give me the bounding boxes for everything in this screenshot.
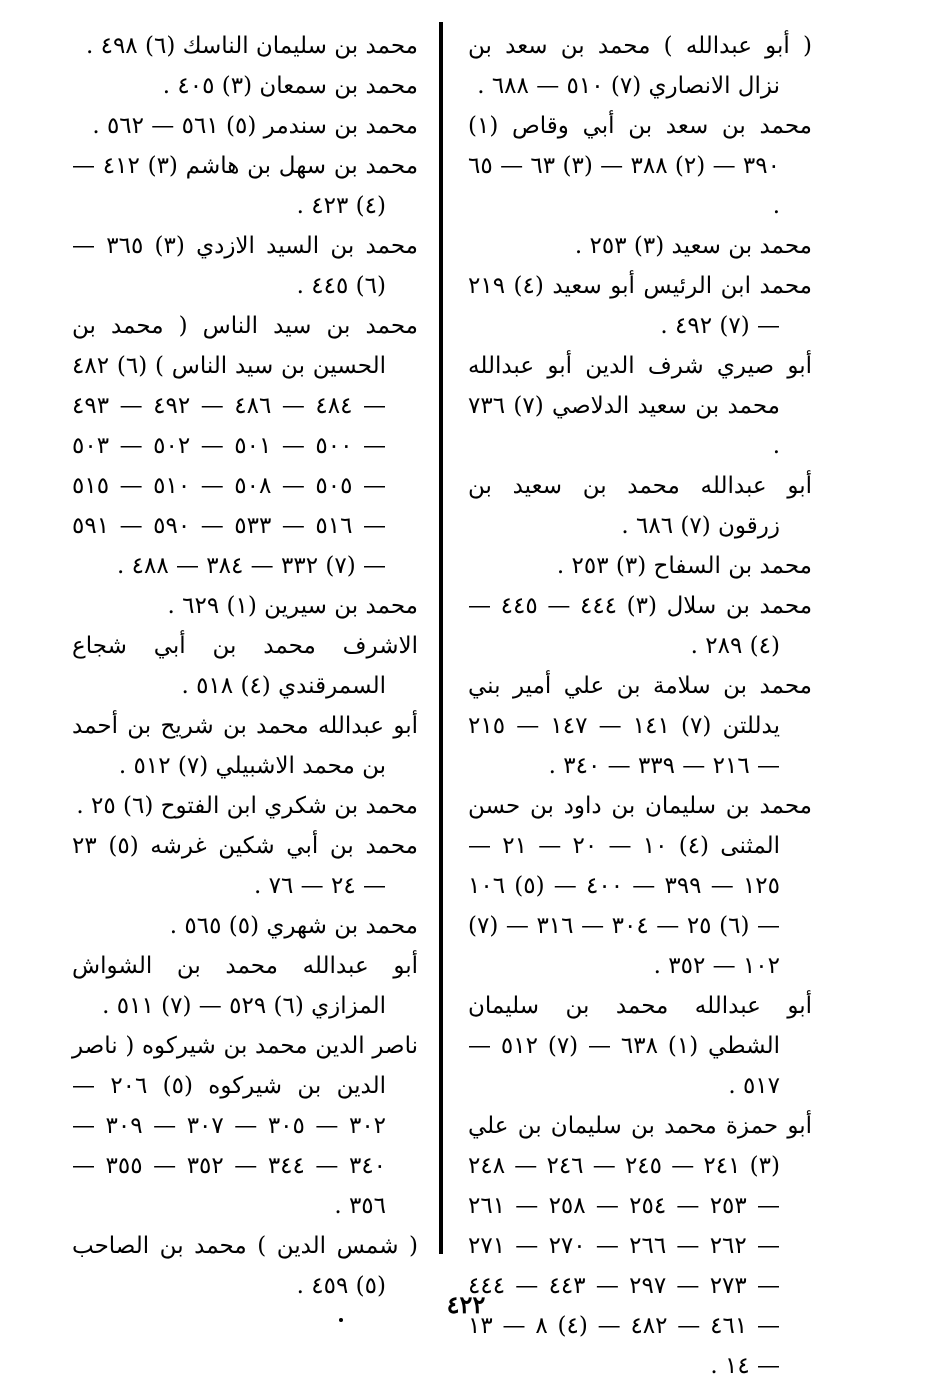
- page-mark: [339, 1318, 343, 1322]
- index-entry: أبو عبدالله محمد بن الشواش المزازي (٦) ٥٢٩ — (٧) ٥١١ .: [72, 953, 418, 1019]
- index-entry: محمد بن سيرين (١) ٦٢٩ .: [167, 593, 418, 619]
- page-number: ٤٢٢: [446, 1290, 486, 1319]
- index-entry: محمد بن سهل بن هاشم (٣) ٤١٢ — (٤) ٤٢٣ .: [72, 153, 419, 219]
- index-entry: أبو حمزة محمد بن سليمان بن علي (٣) ٢٤١ — ٢٤٥ — ٢٤٦ — ٢٤٨ — ٢٥٣ — ٢٥٤ — ٢٥٨ — ٢٦١ — ٢٦٢ — ٢٦٦ — ٢٧٠ — ٢٧١ — ٢٧٣ — ٢٩٧ — ٤٤٣ — ٤٤٤ — ٤٦١ — ٤٨٢ — (٤) ٨ — ١٣ — ١٤ .: [468, 1113, 812, 1379]
- column-divider: [439, 22, 443, 1254]
- index-entry: محمد بن أبي شكين غرشه (٥) ٢٣ — ٢٤ — ٧٦ .: [72, 833, 418, 899]
- index-entry: ( أبو عبدالله ) محمد بن سعد بن نزال الانصاري (٧) ٥١٠ — ٦٨٨ .: [468, 33, 812, 99]
- index-column-left: [72, 26, 418, 1306]
- index-entry: أبو عبدالله محمد بن سعيد بن زرقون (٧) ٦٨٦ .: [468, 473, 812, 539]
- index-entry: أبو عبدالله محمد بن شريح بن أحمد بن محمد الاشبيلي (٧) ٥١٢ .: [72, 713, 418, 779]
- index-entry: ناصر الدين محمد بن شيركوه ( ناصر الدين بن شيركوه (٥) ٢٠٦ — ٣٠٢ — ٣٠٥ — ٣٠٧ — ٣٠٩ — ٣٤٠ — ٣٤٤ — ٣٥٢ — ٣٥٥ — ٣٥٦ .: [72, 1033, 418, 1219]
- index-entry: أبو عبدالله محمد بن سليمان الشطي (١) ٦٣٨ — (٧) ٥١٢ — ٥١٧ .: [468, 993, 812, 1099]
- index-entry: محمد بن سعيد (٣) ٢٥٣ .: [574, 233, 812, 259]
- index-entry: محمد ابن الرئيس أبو سعيد (٤) ٢١٩ — (٧) ٤٩٢ .: [468, 273, 813, 339]
- index-entry: محمد بن السيد الازدي (٣) ٣٦٥ — (٦) ٤٤٥ .: [72, 233, 419, 299]
- index-entry: محمد بن سلال (٣) ٤٤٤ — ٤٤٥ — (٤) ٢٨٩ .: [468, 593, 813, 659]
- index-entry: محمد بن شكري ابن الفتوح (٦) ٢٥ .: [76, 793, 418, 819]
- index-entry: أبو صيري شرف الدين أبو عبدالله محمد بن سعيد الدلاصي (٧) ٧٣٦ .: [468, 353, 812, 459]
- index-entry: محمد بن سلامة بن علي أمير بني يدللتن (٧) ١٤١ — ١٤٧ — ٢١٥ — ٢١٦ — ٣٣٩ — ٣٤٠ .: [468, 673, 812, 779]
- index-entry: محمد بن السفاح (٣) ٢٥٣ .: [556, 553, 812, 579]
- index-entry: محمد بن سيد الناس ( محمد بن الحسين بن سيد الناس ) (٦) ٤٨٢ — ٤٨٤ — ٤٨٦ — ٤٩٢ — ٤٩٣ — ٥٠٠ — ٥٠١ — ٥٠٢ — ٥٠٣ — ٥٠٥ — ٥٠٨ — ٥١٠ — ٥١٥ — ٥١٦ — ٥٣٣ — ٥٩٠ — ٥٩١ — (٧) ٣٣٢ — ٣٨٤ — ٤٨٨ .: [72, 313, 418, 579]
- index-entry: محمد بن سعد بن أبي وقاص (١) ٣٩٠ — (٢) ٣٨٨ — (٣) ٦٣ — ٦٥ .: [468, 113, 812, 219]
- index-entry: محمد بن سمعان (٣) ٤٠٥ .: [162, 73, 418, 99]
- index-column-right: [468, 26, 812, 1386]
- index-entry: محمد بن شهري (٥) ٥٦٥ .: [169, 913, 418, 939]
- index-entry: محمد بن سندمر (٥) ٥٦١ — ٥٦٢ .: [92, 113, 418, 139]
- index-entry: محمد بن سليمان بن داود بن حسن المثنى (٤) ١٠ — ٢٠ — ٢١ — ١٢٥ — ٣٩٩ — ٤٠٠ — (٥) ١٠٦ — (٦) ٢٥ — ٣٠٤ — ٣١٦ — (٧) ١٠٢ — ٣٥٢ .: [468, 793, 812, 979]
- index-entry: ( شمس الدين ) محمد بن الصاحب (٥) ٤٥٩ .: [72, 1233, 418, 1299]
- index-entry: محمد بن سليمان الناسك (٦) ٤٩٨ .: [85, 33, 418, 59]
- index-entry: الاشرف محمد بن أبي شجاع السمرقندي (٤) ٥١٨ .: [72, 633, 418, 699]
